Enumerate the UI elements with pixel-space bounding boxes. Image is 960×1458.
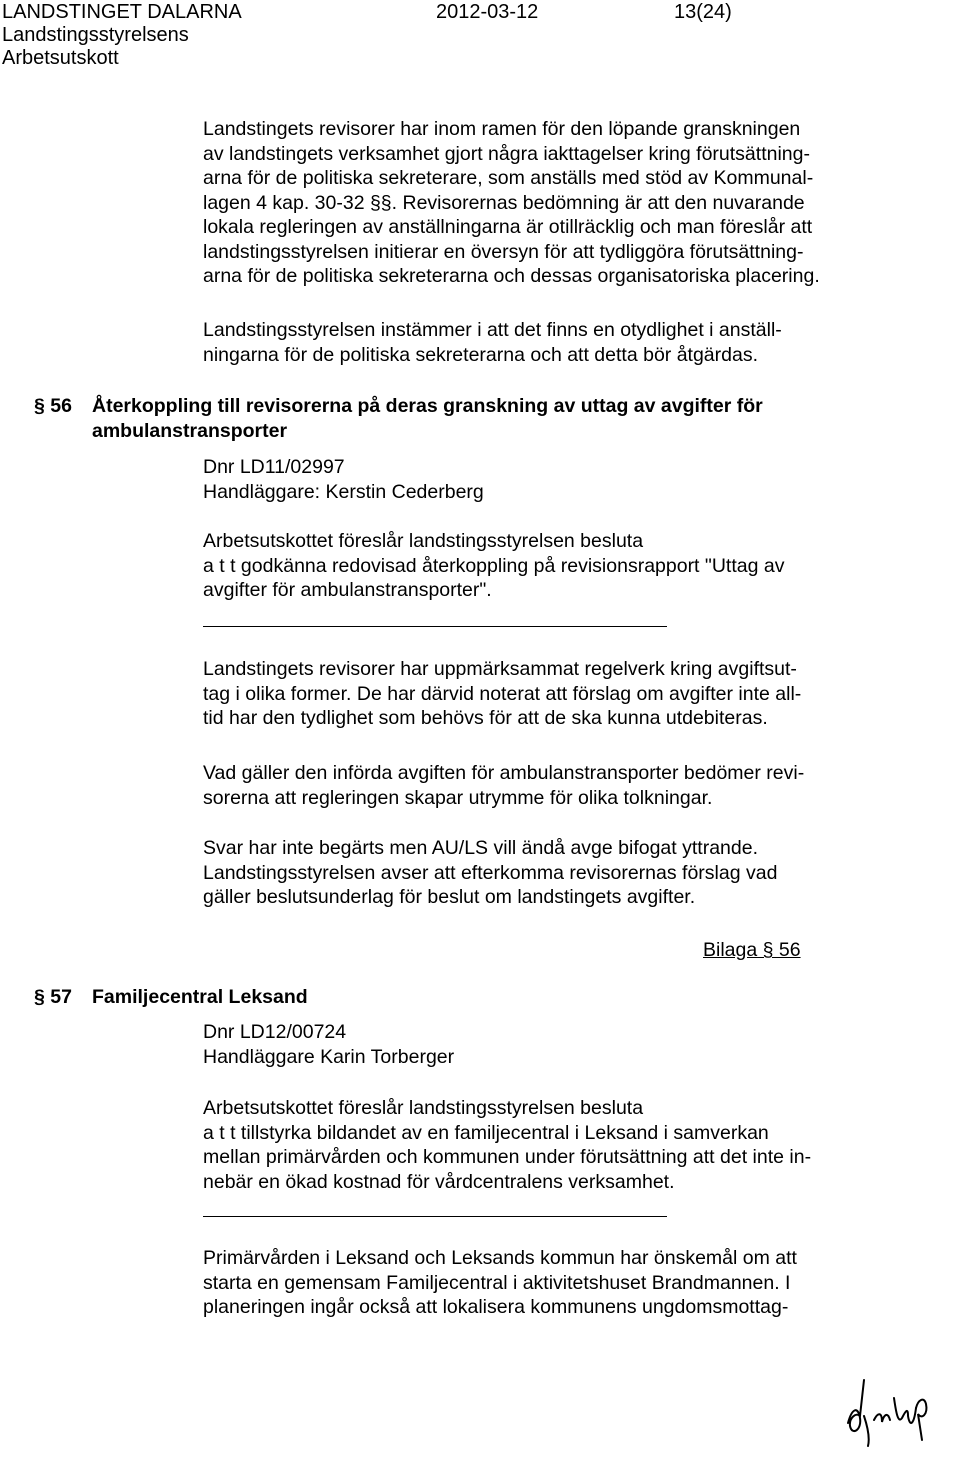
section-57-number: § 57: [34, 986, 72, 1008]
text-line: gäller beslutsunderlag för beslut om landstingets avgifter.: [203, 886, 696, 908]
section-divider: [203, 1216, 667, 1217]
text-line: lokala regleringen av anställningarna är otillräcklig och man föreslår att: [203, 216, 813, 238]
text-line: av landstingets verksamhet gjort några iakttagelser kring förutsättning-: [203, 142, 810, 165]
header-body-line2: Arbetsutskott: [2, 47, 119, 69]
proposal-line: a t t tillstyrka bildandet av en familjecentral i Leksand i samverkan: [203, 1121, 769, 1144]
intro-paragraph-1: [203, 117, 820, 289]
text-line: arna för de politiska sekreterare, som anställs med stöd av Kommunal-: [203, 167, 814, 189]
text-line: Svar har inte begärts men AU/LS vill ändå avge bifogat yttrande.: [203, 837, 758, 859]
proposal-intro: Arbetsutskottet föreslår landstingsstyrelsen besluta: [203, 530, 644, 552]
title-line: Återkoppling till revisorerna på deras granskning av uttag av avgifter för: [92, 395, 763, 417]
handwritten-initials: [838, 1368, 938, 1448]
text-line: tag i olika former. De har därvid noterat att förslag om avgifter inte all-: [203, 682, 802, 705]
section-57-title: Familjecentral Leksand: [92, 986, 308, 1008]
section-56-title: [92, 394, 763, 443]
text-line: sorerna att regleringen skapar utrymme för olika tolkningar.: [203, 786, 713, 809]
section-divider: [203, 626, 667, 627]
text-line: lagen 4 kap. 30-32 §§. Revisorernas bedömning är att den nuvarande: [203, 191, 805, 214]
section-56-paragraph-2: [203, 761, 804, 810]
section-57-proposal: [203, 1096, 811, 1194]
text-line: arna för de politiska sekreterarna och dessas organisatoriska placering.: [203, 265, 820, 287]
text-line: Landstingsstyrelsen avser att efterkomma revisorernas förslag vad: [203, 861, 778, 884]
text-line: Landstingets revisorer har uppmärksammat regelverk kring avgiftsut-: [203, 658, 797, 680]
dnr: Dnr LD11/02997: [203, 456, 345, 478]
text-line: ningarna för de politiska sekreterarna och att detta bör åtgärdas.: [203, 343, 758, 366]
text-line: Vad gäller den införda avgiften för ambulanstransporter bedömer revi-: [203, 762, 805, 784]
header-page-number: 13(24): [674, 1, 732, 23]
proposal-line: mellan primärvården och kommunen under förutsättning att det inte in-: [203, 1146, 812, 1168]
text-line: tid har den tydlighet som behövs för att de ska kunna utdebiteras.: [203, 707, 768, 729]
section-56-number: § 56: [34, 395, 72, 417]
section-56-paragraph-1: [203, 657, 801, 731]
section-57-paragraph-1: [203, 1246, 797, 1320]
header-body-line1: Landstingsstyrelsens: [2, 24, 189, 46]
proposal-line: a t t godkänna redovisad återkoppling på revisionsrapport "Uttag av: [203, 554, 785, 577]
text-line: Landstingsstyrelsen instämmer i att det finns en otydlighet i anställ-: [203, 319, 782, 341]
bilaga-link[interactable]: Bilaga § 56: [703, 939, 801, 961]
proposal-intro: Arbetsutskottet föreslår landstingsstyrelsen besluta: [203, 1097, 644, 1119]
section-57-meta: [203, 1020, 454, 1069]
handlaggare: Handläggare Karin Torberger: [203, 1045, 455, 1068]
section-56-meta: [203, 455, 484, 504]
text-line: Primärvården i Leksand och Leksands kommun har önskemål om att: [203, 1247, 797, 1269]
section-56-proposal: [203, 529, 784, 603]
proposal-line: avgifter för ambulanstransporter".: [203, 579, 492, 601]
intro-paragraph-2: [203, 318, 782, 367]
dnr: Dnr LD12/00724: [203, 1021, 347, 1043]
title-line: ambulanstransporter: [92, 419, 288, 442]
handlaggare: Handläggare: Kerstin Cederberg: [203, 480, 484, 503]
text-line: starta en gemensam Familjecentral i aktivitetshuset Brandmannen. I: [203, 1271, 791, 1294]
header-org: LANDSTINGET DALARNA: [2, 1, 242, 23]
text-line: planeringen ingår också att lokalisera kommunens ungdomsmottag-: [203, 1296, 789, 1318]
text-line: Landstingets revisorer har inom ramen för den löpande granskningen: [203, 118, 801, 140]
proposal-line: nebär en ökad kostnad för vårdcentralens verksamhet.: [203, 1170, 675, 1193]
text-line: landstingsstyrelsen initierar en översyn för att tydliggöra förutsättning-: [203, 240, 804, 263]
section-56-paragraph-3: [203, 836, 777, 910]
header-date: 2012-03-12: [436, 1, 539, 23]
